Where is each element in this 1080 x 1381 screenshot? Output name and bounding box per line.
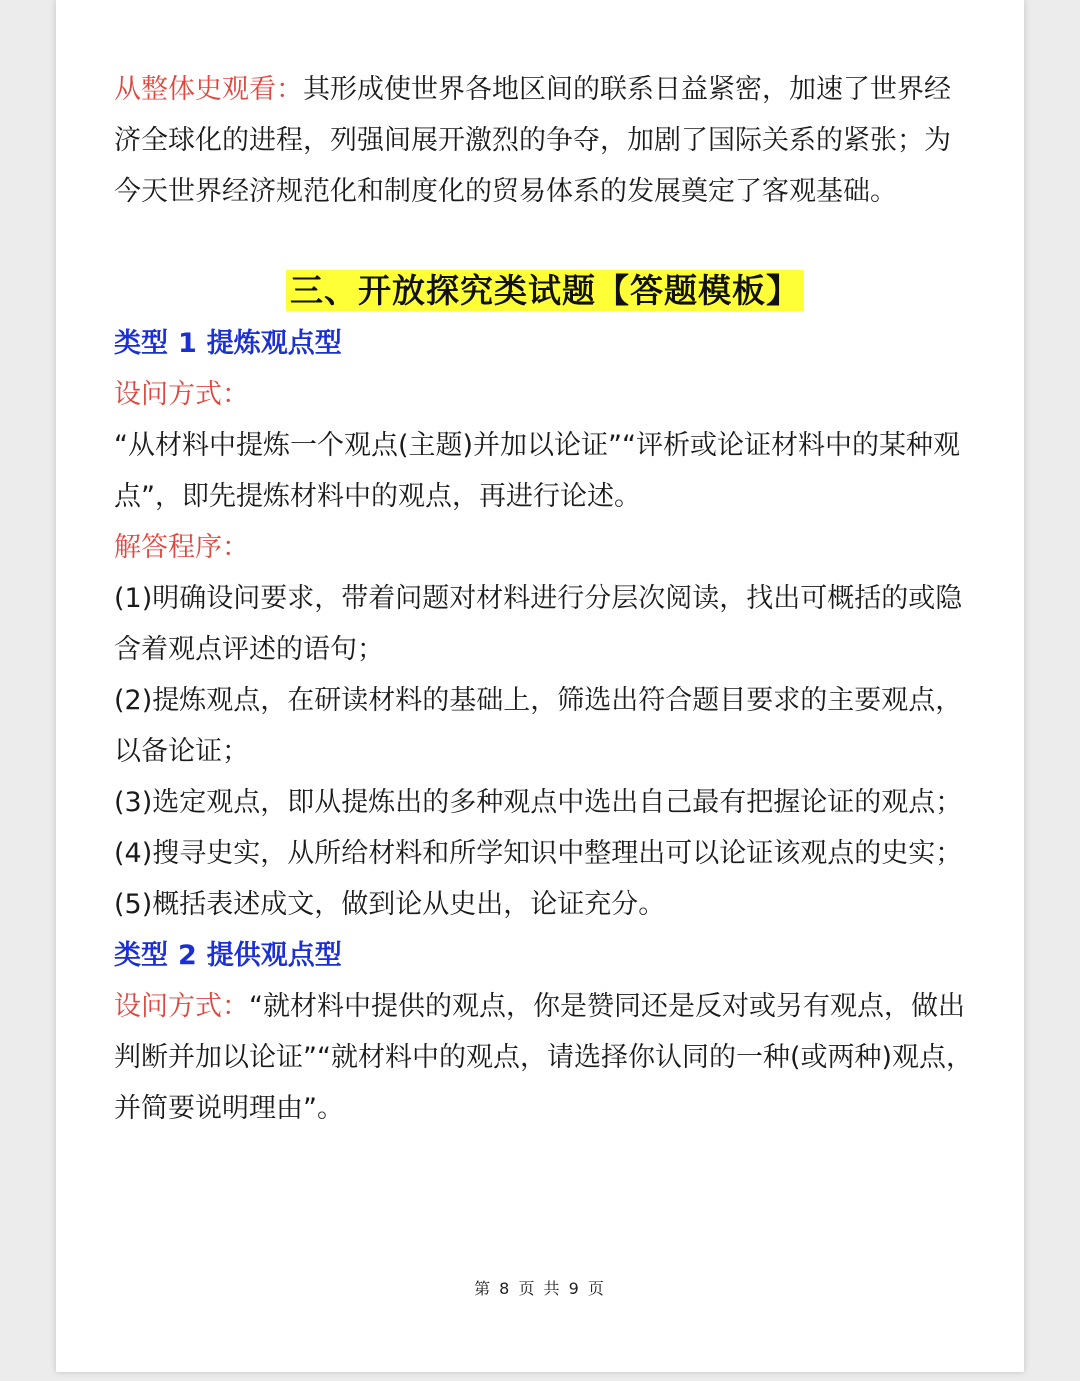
paragraph-overall-history [114,64,976,217]
type2-question [114,981,976,1134]
type2-name: 提供观点型 [206,940,342,971]
type2-heading [114,930,976,981]
type1-question-text: “从材料中提炼一个观点(主题)并加以论证”“评析或论证材料中的某种观点”，即先提炼材料中的观点，再进行论述。 [114,430,961,512]
type1-step-3: (3)选定观点，即从提炼出的多种观点中选出自己最有把握论证的观点； [114,787,963,818]
type1-step-4: (4)搜寻史实，从所给材料和所学知识中整理出可以论证该观点的史实； [114,838,963,869]
overall-history-text: 其形成使世界各地区间的联系日益紧密，加速了世界经济全球化的进程，列强间展开激烈的争夺，加剧了国际关系的紧张；为今天世界经济规范化和制度化的贸易体系的发展奠定了客观基础。 [114,74,951,207]
section-heading [114,267,976,318]
type1-step-2: (2)提炼观点，在研读材料的基础上，筛选出符合题目要求的主要观点，以备论证； [114,685,963,767]
type2-prefix: 类型 [114,940,168,971]
type1-prefix: 类型 [114,328,168,359]
type1-step-1: (1)明确设问要求，带着问题对材料进行分层次阅读，找出可概括的或隐含着观点评述的语句； [114,583,963,665]
type2-number: 2 [178,940,197,971]
page-content [114,64,976,1134]
document-page [56,0,1024,1372]
type1-name: 提炼观点型 [206,328,342,359]
type1-number: 1 [178,328,197,359]
type1-procedure-label: 解答程序： [114,532,249,563]
type1-question-label: 设问方式： [114,379,249,410]
page-footer: 第 8 页 共 9 页 [474,1279,606,1298]
type2-question-label: 设问方式： [114,991,249,1022]
type1-heading [114,318,976,369]
section-title: 三、开放探究类试题【答题模板】 [286,270,804,311]
overall-history-label: 从整体史观看： [114,74,303,105]
type1-step-5: (5)概括表述成文，做到论从史出，论证充分。 [114,889,666,920]
type2-question-text: “就材料中提供的观点，你是赞同还是反对或另有观点，做出判断并加以论证”“就材料中的观点，请选择你认同的一种(或两种)观点，并简要说明理由”。 [114,991,974,1124]
